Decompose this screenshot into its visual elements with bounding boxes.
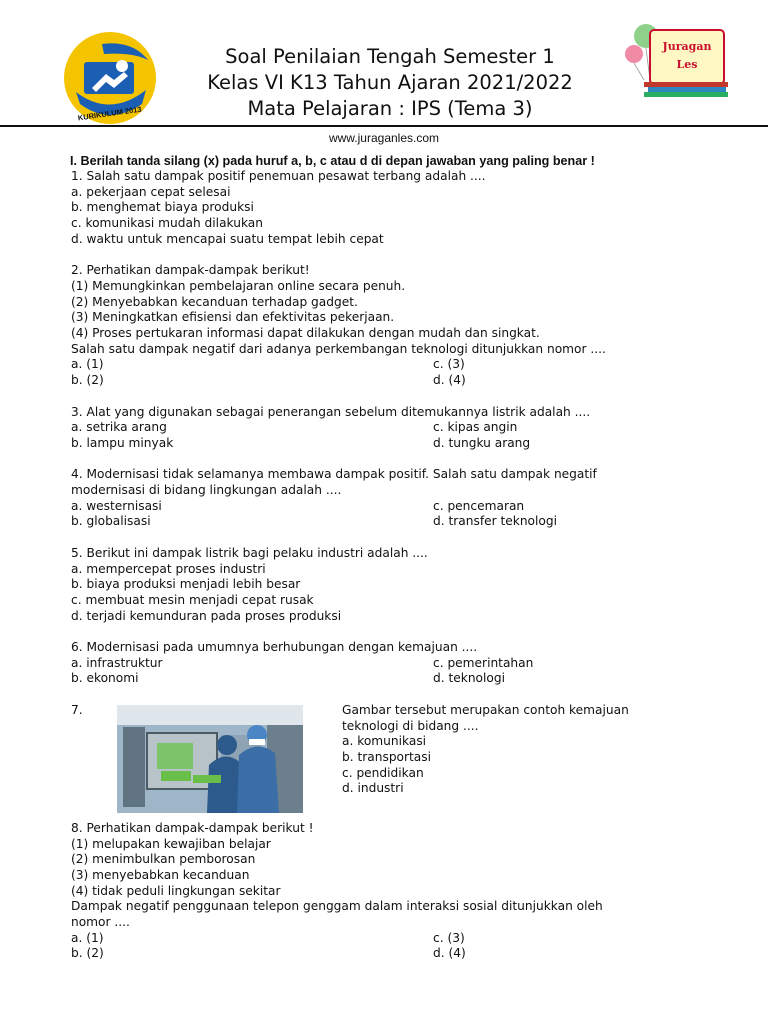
option-d: d. teknologi [433,671,505,686]
option-a: a. mempercepat proses industri [71,561,266,576]
option-b: b. lampu minyak [71,435,174,450]
option-d: d. transfer teknologi [433,514,557,529]
statement-1: (1) Memungkinkan pembelajaran online secara penuh. [71,278,406,293]
website-url: www.juraganles.com [328,131,440,145]
option-c: c. kipas angin [433,420,518,435]
title-line-2: Kelas VI K13 Tahun Ajaran 2021/2022 [207,71,573,94]
question-prompt-2: nomor .... [71,915,130,930]
kurikulum-2013-logo [62,30,158,126]
logo-word-1: Juragan [662,40,712,53]
logo-word-2: Les [676,58,698,71]
juragan-les-logo [620,20,730,100]
header-divider [0,125,768,127]
question-6 [71,640,711,687]
option-d: d. tungku arang [433,435,531,450]
option-a: a. (1) [71,357,104,372]
question-7 [71,703,711,821]
option-a: a. infrastruktur [71,655,163,670]
option-a: a. westernisasi [71,498,162,513]
question-text: 1. Salah satu dampak positif penemuan pesawat terbang adalah .... [71,169,486,183]
question-4 [71,467,711,530]
option-b: b. biaya produksi menjadi lebih besar [71,577,301,592]
option-b: b. menghemat biaya produksi [71,200,254,215]
question-3 [71,405,711,452]
question-text-1: 4. Modernisasi tidak selamanya membawa dampak positif. Salah satu dampak negatif [71,467,597,482]
option-b: b. transportasi [342,749,432,764]
question-prompt-1: Dampak negatif penggunaan telepon genggam dalam interaksi sosial ditunjukkan oleh [71,899,603,914]
option-b: b. (2) [71,373,104,388]
option-c: c. membuat mesin menjadi cepat rusak [71,592,314,607]
statement-1: (1) melupakan kewajiban belajar [71,836,271,851]
statement-2: (2) Menyebabkan kecanduan terhadap gadget. [71,294,358,309]
option-d: d. industri [342,781,404,796]
question-list [71,153,711,962]
option-d: d. waktu untuk mencapai suatu tempat lebih cepat [71,231,384,246]
option-b: b. (2) [71,946,104,961]
question-text-1: Gambar tersebut merupakan contoh kemajuan [342,702,629,717]
question-text: 5. Berikut ini dampak listrik bagi pelaku industri adalah .... [71,545,428,560]
option-a: a. komunikasi [342,734,427,749]
question-body [342,703,629,797]
title-line-1: Soal Penilaian Tengah Semester 1 [225,45,555,68]
page-header [0,0,768,150]
question-text: 2. Perhatikan dampak-dampak berikut! [71,263,310,278]
statement-2: (2) menimbulkan pemborosan [71,852,256,867]
option-c: c. pencemaran [433,498,525,513]
option-d: d. (4) [433,946,466,961]
statement-4: (4) Proses pertukaran informasi dapat dilakukan dengan mudah dan singkat. [71,326,540,341]
statement-3: (3) menyebabkan kecanduan [71,867,250,882]
option-a: a. setrika arang [71,420,167,435]
factory-workers-photo [117,705,303,813]
logo-caption: KURIKULUM 2013 [77,104,143,123]
title-block [170,44,610,122]
option-c: c. komunikasi mudah dilakukan [71,216,263,231]
question-text: 3. Alat yang digunakan sebagai penerangan sebelum ditemukannya listrik adalah .... [71,404,591,419]
question-text: 8. Perhatikan dampak-dampak berikut ! [71,820,314,835]
option-d: d. (4) [433,373,466,388]
option-b: b. ekonomi [71,671,139,686]
question-text-2: modernisasi di bidang lingkungan adalah .... [71,483,342,498]
question-prompt: Salah satu dampak negatif dari adanya perkembangan teknologi ditunjukkan nomor .... [71,341,606,356]
option-a: a. (1) [71,930,104,945]
question-1 [71,169,711,248]
option-c: c. pemerintahan [433,655,534,670]
question-5 [71,546,711,625]
question-8 [71,821,711,962]
question-text-2: teknologi di bidang .... [342,718,479,733]
question-number: 7. [71,702,83,717]
option-c: c. (3) [433,930,465,945]
option-d: d. terjadi kemunduran pada proses produksi [71,608,342,623]
option-c: c. pendidikan [342,765,424,780]
option-c: c. (3) [433,357,465,372]
statement-4: (4) tidak peduli lingkungan sekitar [71,883,281,898]
statement-3: (3) Meningkatkan efisiensi dan efektivitas pekerjaan. [71,310,395,325]
title-line-3: Mata Pelajaran : IPS (Tema 3) [247,97,533,120]
option-b: b. globalisasi [71,514,151,529]
question-text: 6. Modernisasi pada umumnya berhubungan dengan kemajuan .... [71,640,478,655]
option-a: a. pekerjaan cepat selesai [71,184,231,199]
instruction: I. Berilah tanda silang (x) pada huruf a, b, c atau d di depan jawaban yang paling benar ! [70,154,595,168]
question-2 [71,263,711,389]
